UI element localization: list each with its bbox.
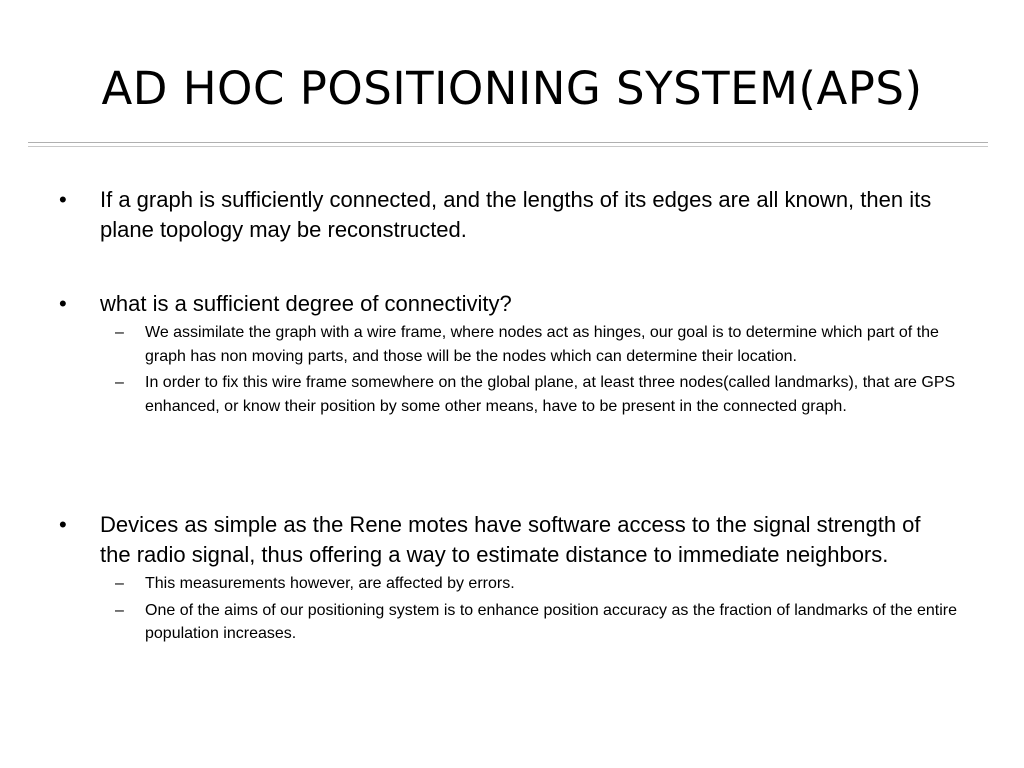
- bullet-1: [59, 185, 939, 245]
- bullet-dot-icon: •: [59, 512, 67, 537]
- bullet-3: [59, 510, 957, 649]
- bullet-1-text: If a graph is sufficiently connected, and the lengths of its edges are all known, then its plane topology may be reconstructed.: [100, 187, 932, 242]
- bullet-1-row: [59, 185, 939, 245]
- bullet-2-row: [59, 289, 939, 319]
- sub-bullet-3-1-text: This measurements however, are affected by errors.: [145, 575, 515, 592]
- bullet-3-text: Devices as simple as the Rene motes have software access to the signal strength of the radio signal, thus offering a way to estimate distance to immediate neighbors.: [100, 512, 921, 567]
- sub-bullet-2-1: [59, 321, 971, 368]
- bullet-2-sub-list: [59, 321, 956, 418]
- sub-bullet-3-2-text: One of the aims of our positioning system is to enhance position accuracy as the fraction of landmarks of the entire population increases.: [145, 601, 957, 642]
- dash-icon: –: [115, 575, 124, 592]
- dash-icon: –: [115, 601, 124, 619]
- bullet-2: [59, 289, 956, 421]
- bullet-dot-icon: •: [59, 291, 67, 316]
- title-divider-bottom: [28, 146, 988, 147]
- bullet-2-text: what is a sufficient degree of connectivity?: [100, 291, 512, 316]
- title-divider-top: [28, 142, 988, 143]
- sub-bullet-3-2: [59, 599, 971, 646]
- dash-icon: –: [115, 374, 124, 391]
- sub-bullet-2-2: [59, 371, 971, 418]
- sub-bullet-3-1: [59, 572, 971, 596]
- bullet-dot-icon: •: [59, 187, 67, 212]
- slide-title: AD HOC POSITIONING SYSTEM(APS): [101, 62, 923, 115]
- dash-icon: –: [115, 324, 124, 341]
- sub-bullet-2-2-text: In order to fix this wire frame somewhere on the global plane, at least three nodes(called landmarks), that are GPS enhanced, or know their position by some other means, have to be present in the connected graph.: [145, 374, 956, 415]
- bullet-3-row: [59, 510, 939, 570]
- sub-bullet-2-1-text: We assimilate the graph with a wire frame, where nodes act as hinges, our goal is to determine which part of the graph has non moving parts, and those will be the nodes which can determine their location.: [145, 324, 939, 365]
- bullet-3-sub-list: [59, 572, 957, 646]
